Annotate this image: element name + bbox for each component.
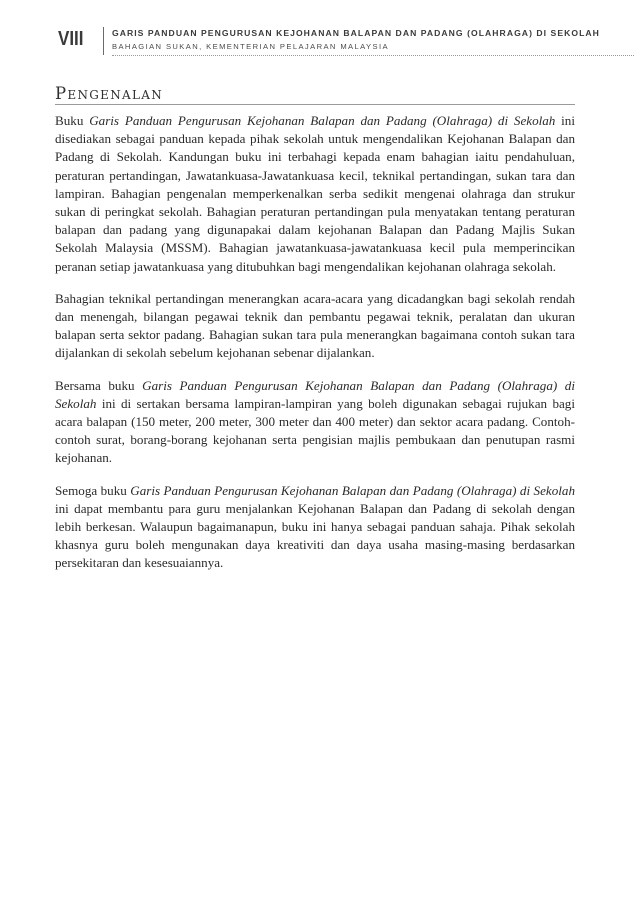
paragraph-4-rest: ini dapat membantu para guru menjalankan Kejohanan Balapan dan Padang di sekolah dengan lebih berkesan. Walaupun bagaimanapun, buku ini hanya sebagai panduan sahaja. Pihak sekolah khasnya guru boleh mengunakan daya kreativiti dan daya usaha masing-masing berdasarkan persekitaran dan kesesuaiannya.	[55, 500, 575, 571]
paragraph-4-book-title: Garis Panduan Pengurusan Kejohanan Balapan dan Padang (Olahraga) di Sekolah	[130, 482, 575, 498]
paragraph-3-book-title: Garis Panduan Pengurusan Kejohanan Balapan dan Padang (Olahraga) di Sekolah	[55, 377, 575, 411]
paragraph-3-rest: ini di sertakan bersama lampiran-lampiran yang boleh digunakan sebagai rujukan bagi acara balapan (150 meter, 200 meter, 300 meter dan 400 meter) dan sektor acara padang. Contoh-contoh surat, borang-borang kejohanan serta pengisian majlis pembukaan dan penutupan rasmi kejohanan.	[55, 395, 575, 466]
paragraph-3	[55, 377, 575, 468]
paragraph-4-lead: Semoga buku	[55, 482, 131, 498]
paragraph-1-rest: ini disediakan sebagai panduan kepada pihak sekolah untuk mengendalikan Kejohanan Balapan dan Padang di Sekolah. Kandungan buku ini terbahagi kepada enam bahagian iaitu pendahuluan, peraturan pertandingan, Jawatankuasa-Jawatankuasa kecil, teknikal pertandingan, sukan tara dan lampiran. Bahagian pengenalan memperkenalkan serba sedikit mengenai olahraga dan strukur sukan di peringkat sekolah. Bahagian peraturan pertandingan pula menyatakan tentang peraturan balapan dan padang yang digunapakai dalam kejohanan Balapan dan Padang Majlis Sukan Sekolah Malaysia (MSSM). Bahagian jawatankuasa-jawatankuasa kecil pula memperincikan peranan setiap jawatankuasa yang ditubuhkan bagi mengendalikan kejohanan olahraga sekolah.	[55, 113, 575, 274]
header-title: GARIS PANDUAN PENGURUSAN KEJOHANAN BALAPAN DAN PADANG (OLAHRAGA) DI SEKOLAH	[112, 28, 600, 38]
body-text	[55, 112, 575, 587]
header-divider	[103, 27, 104, 55]
paragraph-2-text: Bahagian teknikal pertandingan menerangkan acara-acara yang dicadangkan bagi sekolah rendah dan menengah, bilangan pegawai teknik dan pembantu pegawai teknik, peralatan dan ukuran balapan serta sektor padang. Bahagian sukan tara pula menerangkan bagaimana contoh sukan tara dijalankan di sekolah sebelum kejohanan sebenar dijalankan.	[55, 290, 575, 361]
paragraph-2	[55, 290, 575, 363]
header-dotted-rule	[112, 55, 634, 56]
paragraph-4	[55, 482, 575, 573]
header-subtitle: BAHAGIAN SUKAN, KEMENTERIAN PELAJARAN MALAYSIA	[112, 42, 389, 51]
paragraph-1-lead: Buku	[55, 113, 90, 128]
running-header	[58, 26, 600, 56]
paragraph-1-book-title: Garis Panduan Pengurusan Kejohanan Balapan dan Padang (Olahraga) di Sekolah	[89, 113, 556, 128]
section-rule	[55, 104, 575, 105]
paragraph-3-lead: Bersama buku	[55, 377, 143, 393]
page-number: VIII	[58, 28, 84, 50]
section-heading: Pengenalan	[55, 84, 164, 103]
paragraph-1	[55, 112, 575, 276]
